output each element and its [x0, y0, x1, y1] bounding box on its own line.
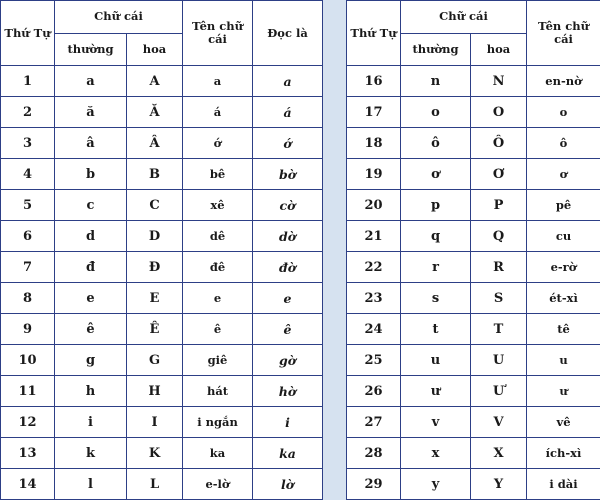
lowercase-cell: g	[55, 345, 127, 376]
letter-name-cell: u	[527, 345, 600, 376]
letter-name-cell: ích-xì	[527, 438, 600, 469]
lowercase-cell: h	[55, 376, 127, 407]
read-as-cell: hờ	[253, 376, 323, 407]
order-cell: 3	[1, 128, 55, 159]
uppercase-cell: D	[127, 221, 183, 252]
uppercase-cell: O	[471, 97, 527, 128]
order-cell: 26	[347, 376, 401, 407]
table-row	[347, 469, 600, 500]
uppercase-cell: U	[471, 345, 527, 376]
read-as-cell: dờ	[253, 221, 323, 252]
table-row	[1, 159, 323, 190]
letter-name-cell: o	[527, 97, 600, 128]
read-as-cell: đờ	[253, 252, 323, 283]
lowercase-cell: i	[55, 407, 127, 438]
table-row	[347, 252, 600, 283]
read-as-cell: bờ	[253, 159, 323, 190]
order-cell: 11	[1, 376, 55, 407]
lowercase-cell: x	[401, 438, 471, 469]
letter-name-cell: e	[183, 283, 253, 314]
read-as-cell: i	[253, 407, 323, 438]
uppercase-cell: H	[127, 376, 183, 407]
letter-name-cell: xê	[183, 190, 253, 221]
lowercase-cell: v	[401, 407, 471, 438]
order-cell: 6	[1, 221, 55, 252]
letter-name-cell: pê	[527, 190, 600, 221]
lowercase-cell: ă	[55, 97, 127, 128]
header-uppercase: hoa	[471, 33, 527, 66]
table-row	[347, 438, 600, 469]
table-row	[1, 283, 323, 314]
letter-name-cell: a	[183, 66, 253, 97]
header-uppercase: hoa	[127, 33, 183, 66]
uppercase-cell: Ư	[471, 376, 527, 407]
order-cell: 28	[347, 438, 401, 469]
order-cell: 10	[1, 345, 55, 376]
letter-name-cell: tê	[527, 314, 600, 345]
order-cell: 24	[347, 314, 401, 345]
order-cell: 25	[347, 345, 401, 376]
letter-name-cell: đê	[183, 252, 253, 283]
table-row	[347, 407, 600, 438]
read-as-cell: ka	[253, 438, 323, 469]
alphabet-table-right	[346, 0, 600, 500]
uppercase-cell: Â	[127, 128, 183, 159]
table-row	[347, 190, 600, 221]
uppercase-cell: X	[471, 438, 527, 469]
letter-name-cell: vê	[527, 407, 600, 438]
lowercase-cell: t	[401, 314, 471, 345]
order-cell: 8	[1, 283, 55, 314]
order-cell: 22	[347, 252, 401, 283]
lowercase-cell: l	[55, 469, 127, 500]
table-row	[1, 190, 323, 221]
table-row	[347, 97, 600, 128]
table-row	[347, 128, 600, 159]
uppercase-cell: Q	[471, 221, 527, 252]
lowercase-cell: ơ	[401, 159, 471, 190]
left-table-body	[1, 66, 323, 500]
header-order: Thứ Tự	[1, 1, 55, 66]
table-row	[1, 221, 323, 252]
letter-name-cell: ư	[527, 376, 600, 407]
letter-name-cell: giê	[183, 345, 253, 376]
order-cell: 16	[347, 66, 401, 97]
uppercase-cell: I	[127, 407, 183, 438]
order-cell: 1	[1, 66, 55, 97]
order-cell: 18	[347, 128, 401, 159]
order-cell: 5	[1, 190, 55, 221]
letter-name-cell: bê	[183, 159, 253, 190]
lowercase-cell: y	[401, 469, 471, 500]
uppercase-cell: Ă	[127, 97, 183, 128]
order-cell: 14	[1, 469, 55, 500]
uppercase-cell: N	[471, 66, 527, 97]
table-row	[1, 345, 323, 376]
letter-name-cell: i dài	[527, 469, 600, 500]
uppercase-cell: Ô	[471, 128, 527, 159]
letter-name-cell: ê	[183, 314, 253, 345]
uppercase-cell: Y	[471, 469, 527, 500]
uppercase-cell: C	[127, 190, 183, 221]
table-row	[347, 283, 600, 314]
order-cell: 7	[1, 252, 55, 283]
uppercase-cell: B	[127, 159, 183, 190]
letter-name-cell: e-rờ	[527, 252, 600, 283]
lowercase-cell: d	[55, 221, 127, 252]
table-row	[347, 159, 600, 190]
header-letters: Chữ cái	[401, 1, 527, 34]
table-row	[1, 252, 323, 283]
table-row	[347, 66, 600, 97]
table-row	[1, 407, 323, 438]
read-as-cell: e	[253, 283, 323, 314]
uppercase-cell: P	[471, 190, 527, 221]
letter-name-cell: ét-xì	[527, 283, 600, 314]
table-row	[1, 469, 323, 500]
letter-name-cell: i ngắn	[183, 407, 253, 438]
uppercase-cell: T	[471, 314, 527, 345]
read-as-cell: gờ	[253, 345, 323, 376]
right-table-body	[347, 66, 600, 500]
table-row	[347, 345, 600, 376]
letter-name-cell: ô	[527, 128, 600, 159]
uppercase-cell: R	[471, 252, 527, 283]
order-cell: 12	[1, 407, 55, 438]
order-cell: 2	[1, 97, 55, 128]
lowercase-cell: u	[401, 345, 471, 376]
letter-name-cell: ớ	[183, 128, 253, 159]
lowercase-cell: o	[401, 97, 471, 128]
letter-name-cell: en-nờ	[527, 66, 600, 97]
table-row	[1, 97, 323, 128]
header-letter-name: Tên chữ cái	[183, 1, 253, 66]
lowercase-cell: q	[401, 221, 471, 252]
letter-name-cell: á	[183, 97, 253, 128]
read-as-cell: lờ	[253, 469, 323, 500]
read-as-cell: ê	[253, 314, 323, 345]
lowercase-cell: đ	[55, 252, 127, 283]
table-row	[347, 376, 600, 407]
lowercase-cell: ô	[401, 128, 471, 159]
header-lowercase: thường	[401, 33, 471, 66]
read-as-cell: a	[253, 66, 323, 97]
lowercase-cell: p	[401, 190, 471, 221]
order-cell: 13	[1, 438, 55, 469]
uppercase-cell: Ê	[127, 314, 183, 345]
order-cell: 20	[347, 190, 401, 221]
uppercase-cell: L	[127, 469, 183, 500]
uppercase-cell: K	[127, 438, 183, 469]
header-lowercase: thường	[55, 33, 127, 66]
order-cell: 23	[347, 283, 401, 314]
letter-name-cell: cu	[527, 221, 600, 252]
lowercase-cell: ư	[401, 376, 471, 407]
uppercase-cell: Ơ	[471, 159, 527, 190]
table-row	[1, 376, 323, 407]
table-row	[1, 438, 323, 469]
order-cell: 19	[347, 159, 401, 190]
lowercase-cell: n	[401, 66, 471, 97]
table-row	[347, 314, 600, 345]
uppercase-cell: V	[471, 407, 527, 438]
order-cell: 29	[347, 469, 401, 500]
header-read-as: Đọc là	[253, 1, 323, 66]
uppercase-cell: A	[127, 66, 183, 97]
lowercase-cell: ê	[55, 314, 127, 345]
uppercase-cell: Đ	[127, 252, 183, 283]
letter-name-cell: e-lờ	[183, 469, 253, 500]
table-separator	[322, 0, 346, 500]
letter-name-cell: ơ	[527, 159, 600, 190]
header-letters: Chữ cái	[55, 1, 183, 34]
lowercase-cell: a	[55, 66, 127, 97]
read-as-cell: á	[253, 97, 323, 128]
letter-name-cell: ka	[183, 438, 253, 469]
lowercase-cell: e	[55, 283, 127, 314]
table-row	[1, 66, 323, 97]
uppercase-cell: E	[127, 283, 183, 314]
lowercase-cell: b	[55, 159, 127, 190]
header-order: Thứ Tự	[347, 1, 401, 66]
header-letter-name: Tên chữ cái	[527, 1, 600, 66]
table-row	[347, 221, 600, 252]
lowercase-cell: k	[55, 438, 127, 469]
lowercase-cell: c	[55, 190, 127, 221]
lowercase-cell: s	[401, 283, 471, 314]
read-as-cell: cờ	[253, 190, 323, 221]
order-cell: 4	[1, 159, 55, 190]
order-cell: 21	[347, 221, 401, 252]
letter-name-cell: hát	[183, 376, 253, 407]
order-cell: 9	[1, 314, 55, 345]
letter-name-cell: dê	[183, 221, 253, 252]
order-cell: 17	[347, 97, 401, 128]
order-cell: 27	[347, 407, 401, 438]
table-row	[1, 128, 323, 159]
table-row	[1, 314, 323, 345]
uppercase-cell: G	[127, 345, 183, 376]
lowercase-cell: â	[55, 128, 127, 159]
uppercase-cell: S	[471, 283, 527, 314]
lowercase-cell: r	[401, 252, 471, 283]
read-as-cell: ớ	[253, 128, 323, 159]
